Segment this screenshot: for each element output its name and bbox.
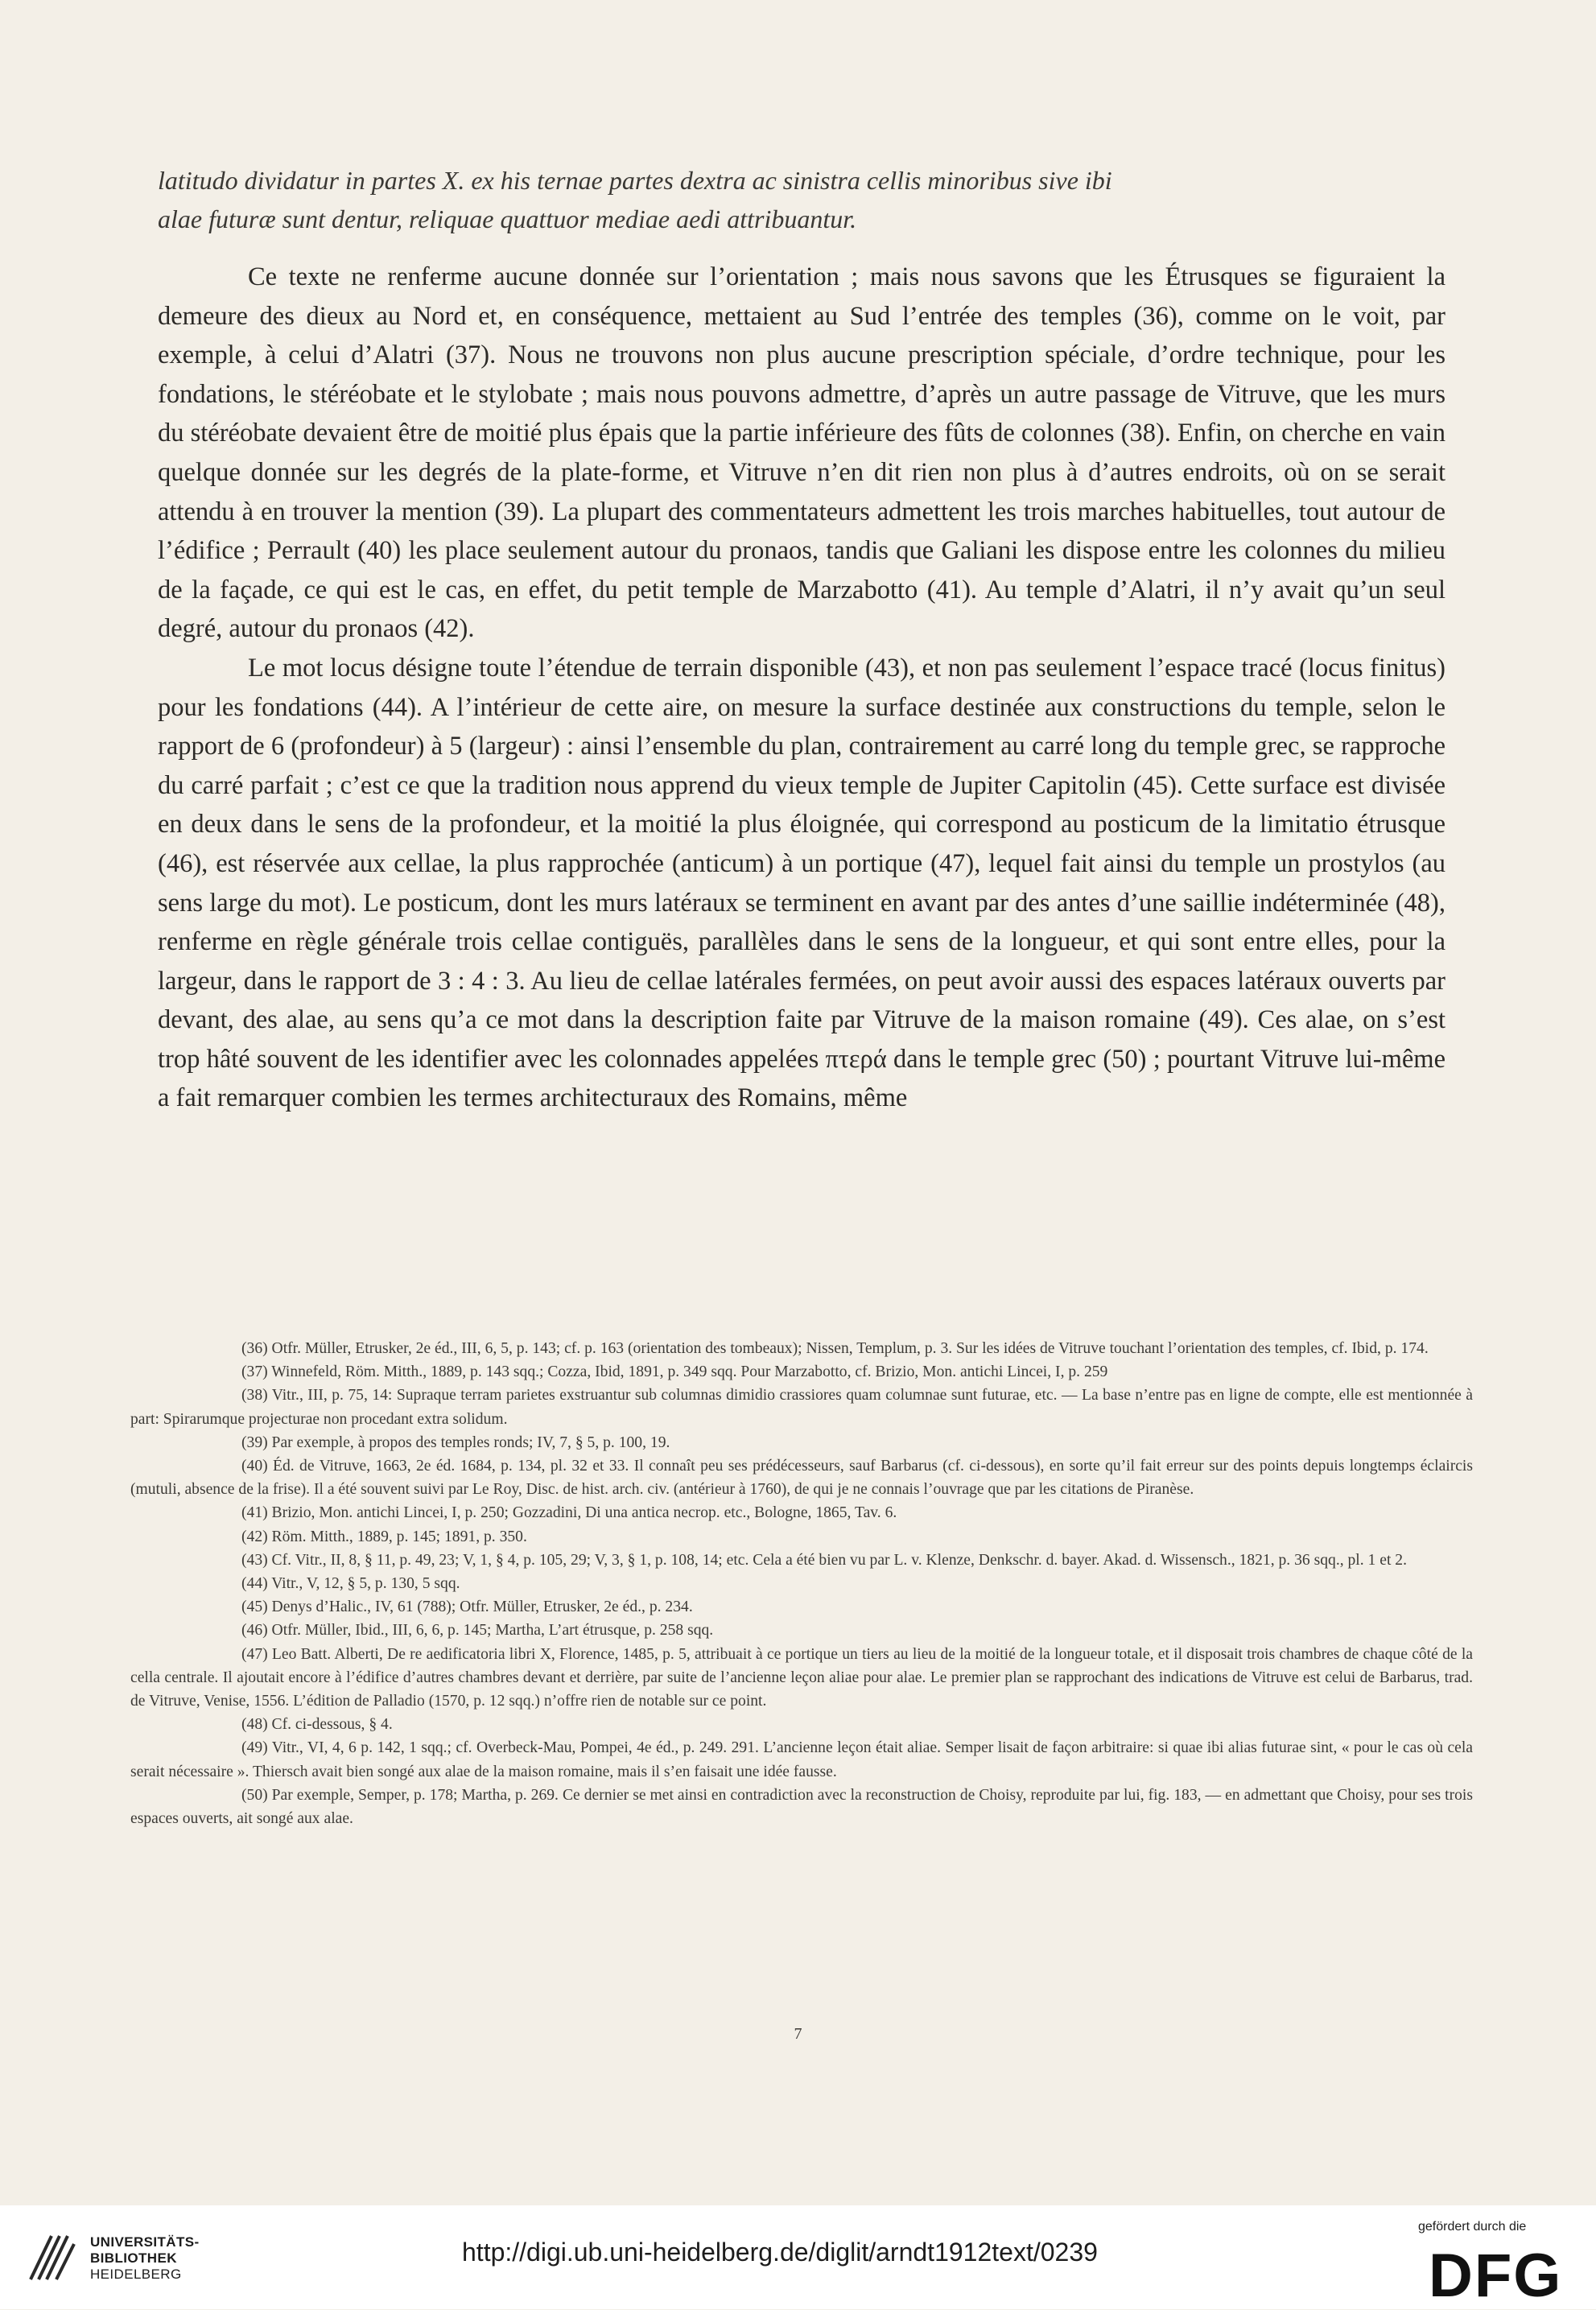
footnote: (44) Vitr., V, 12, § 5, p. 130, 5 sqq. — [241, 1575, 460, 1593]
body-paragraph: Ce texte ne renferme aucune donnée sur l’orientation ; mais nous savons que les Étrusques se figuraient la demeure des dieux au Nord et, en conséquence, mettaient au Sud l’entrée des temples (36), comme on le voit, par exemple, à celui d’Alatri (37). Nous ne trouvons non plus aucune prescription spéciale, d’ordre technique, pour les fondations, le stéréobate et le stylobate ; mais nous pouvons admettre, d’après un autre passage de Vitruve, que les murs du stéréobate devaient être de moitié plus épais que la partie inférieure des fûts de colonnes (38). Enfin, on cherche en vain quelque donnée sur les degrés de la plate-forme, et Vitruve n’en dit rien non plus à d’autres endroits, où on se serait attendu à en trouver la mention (39). La plupart des commentateurs admettent les trois marches habituelles, tout autour de l’édifice ; Perrault (40) les place seulement autour du pronaos, tandis que Galiani les dispose entre les colonnes du milieu de la façade, ce qui est le cas, en effet, du petit temple de Marzabotto (41). Au temple d’Alatri, il n’y avait qu’un seul degré, autour du pronaos (42). — [158, 262, 1446, 644]
footnote: (39) Par exemple, à propos des temples ronds; IV, 7, § 5, p. 100, 19. — [241, 1433, 670, 1451]
library-name — [90, 2234, 200, 2283]
footnote: (50) Par exemple, Semper, p. 178; Martha, p. 269. Ce dernier se met ainsi en contradiction avec la reconstruction de Choisy, reproduite par lui, fig. 183, — en admettant que Choisy, pour ses trois espaces ouverts, ait songé aux alae. — [130, 1786, 1473, 1828]
footnote: (49) Vitr., VI, 4, 6 p. 142, 1 sqq.; cf. Overbeck-Mau, Pompei, 4e éd., p. 249. 291. L’ancienne leçon était aliae. Semper lisait de façon arbitraire: si quae ibi alias futurae sint, « pour le cas où cela serait nécessaire ». Thiersch avait bien songé aux alae de la maison romaine, mais il s’en faisait une idée fausse. — [130, 1739, 1473, 1780]
body-text — [158, 258, 1445, 1118]
book-stack-icon — [24, 2230, 80, 2286]
footnote: (37) Winnefeld, Röm. Mitth., 1889, p. 143 sqq.; Cozza, Ibid, 1891, p. 349 sqq. Pour Marzabotto, cf. Brizio, Mon. antichi Lincei, I, p. 259 — [241, 1363, 1108, 1381]
latin-quotation — [158, 161, 1445, 238]
digitization-footer — [0, 2205, 1596, 2309]
footnote: (38) Vitr., III, p. 75, 14: Supraque terram parietes exstruantur sub columnas dimidio crassiores quam columnae sunt futurae, etc. — La base n’entre pas en ligne de compte, elle est mentionnée à part: Spirarumque projecturae non procedant extra solidum. — [130, 1387, 1473, 1428]
body-paragraph: Le mot locus désigne toute l’étendue de terrain disponible (43), et non pas seulement l’espace tracé (locus finitus) pour les fondations (44). A l’intérieur de cette aire, on mesure la surface destinée aux constructions du temple, selon le rapport de 6 (profondeur) à 5 (largeur) : ainsi l’ensemble du plan, contrairement au carré long du temple grec, se rapproche du carré parfait ; c’est ce que la tradition nous apprend du vieux temple de Jupiter Capitolin (45). Cette surface est divisée en deux dans le sens de la profondeur, et la moitié la plus éloignée, qui correspond au posticum de la limitatio étrusque (46), est réservée aux cellae, la plus rapprochée (anticum) à un portique (47), lequel fait ainsi du temple un prostylos (au sens large du mot). Le posticum, dont les murs latéraux se terminent en avant par des antes d’une saillie indéterminée (48), renferme en règle générale trois cellae contiguës, parallèles dans le sens de la longueur, et qui sont entre elles, pour la largeur, dans le rapport de 3 : 4 : 3. Au lieu de cellae latérales fermées, on peut avoir aussi des espaces latéraux ouverts par devant, des alae, au sens qu’a ce mot dans la description faite par Vitruve de la maison romaine (49). Ces alae, on s’est trop hâté souvent de les identifier avec les colonnades appelées πτερά dans le temple grec (50) ; pourtant Vitruve lui-même a fait remarquer combien les termes architecturaux des Romains, même — [158, 653, 1445, 1113]
quote-line: latitudo dividatur in partes X. ex his ternae partes dextra ac sinistra cellis minoribus sive ibi — [158, 166, 1112, 195]
sponsor-caption: gefördert durch die — [1418, 2220, 1527, 2234]
footnote: (36) Otfr. Müller, Etrusker, 2e éd., III, 6, 5, p. 143; cf. p. 163 (orientation des tombeaux); Nissen, Templum, p. 3. Sur les idées de Vitruve touchant l’orientation des temples, cf. Ibid, p. 174. — [241, 1340, 1429, 1357]
footnotes — [130, 1337, 1473, 1830]
footnote: (42) Röm. Mitth., 1889, p. 145; 1891, p. 350. — [241, 1528, 527, 1545]
page-number: 7 — [794, 2025, 802, 2043]
footnote: (47) Leo Batt. Alberti, De re aedificatoria libri X, Florence, 1485, p. 5, attribuait à ce portique un tiers au lieu de la moitié de la longueur totale, et il disposait trois chambres de chaque côté de la cella centrale. Il ajoutait encore à l’édifice d’autres chambres devant et derrière, par suite de l’ancienne leçon aliae pour alae. Le premier plan se rapprochant des indications de Vitruve est celui de Barbarus, trad. de Vitruve, Venise, 1556. L’édition de Palladio (1570, p. 12 sqq.) n’offre rien de notable sur ce point. — [130, 1645, 1473, 1710]
library-name-line: UNIVERSITÄTS- — [90, 2234, 200, 2250]
dfg-logo: DFG — [1429, 2242, 1563, 2310]
library-name-line: HEIDELBERG — [90, 2267, 182, 2282]
footnote: (46) Otfr. Müller, Ibid., III, 6, 6, p. 145; Martha, L’art étrusque, p. 258 sqq. — [241, 1622, 714, 1640]
permalink-url[interactable]: http://digi.ub.uni-heidelberg.de/diglit/arndt1912text/0239 — [462, 2238, 1098, 2267]
library-name-line: BIBLIOTHEK — [90, 2250, 177, 2266]
footnote: (41) Brizio, Mon. antichi Lincei, I, p. 250; Gozzadini, Di una antica necrop. etc., Bologne, 1865, Tav. 6. — [241, 1504, 897, 1522]
footnote: (48) Cf. ci-dessous, § 4. — [241, 1716, 393, 1734]
footnote: (40) Éd. de Vitruve, 1663, 2e éd. 1684, p. 134, pl. 32 et 33. Il connaît peu ses prédécesseurs, sauf Barbarus (cf. ci-dessous), en sorte qu’il fait erreur sur des points depuis longtemps éclaircis (mutuli, absence de la frise). Il a été souvent suivi par Le Roy, Disc. de hist. arch. civ. (antérieur à 1760), de qui je ne connais l’ouvrage que par les citations de Piranèse. — [130, 1458, 1473, 1499]
quote-line: alae futuræ sunt dentur, reliquae quattuor mediae aedi attribuantur. — [158, 204, 857, 233]
footnote: (43) Cf. Vitr., II, 8, § 11, p. 49, 23; V, 1, § 4, p. 105, 29; V, 3, § 1, p. 108, 14; etc. Cela a été bien vu par L. v. Klenze, Denkschr. d. bayer. Akad. d. Wissensch., 1821, p. 36 sqq., pl. 1 et 2. — [241, 1551, 1407, 1569]
footnote: (45) Denys d’Halic., IV, 61 (788); Otfr. Müller, Etrusker, 2e éd., p. 234. — [241, 1598, 693, 1616]
